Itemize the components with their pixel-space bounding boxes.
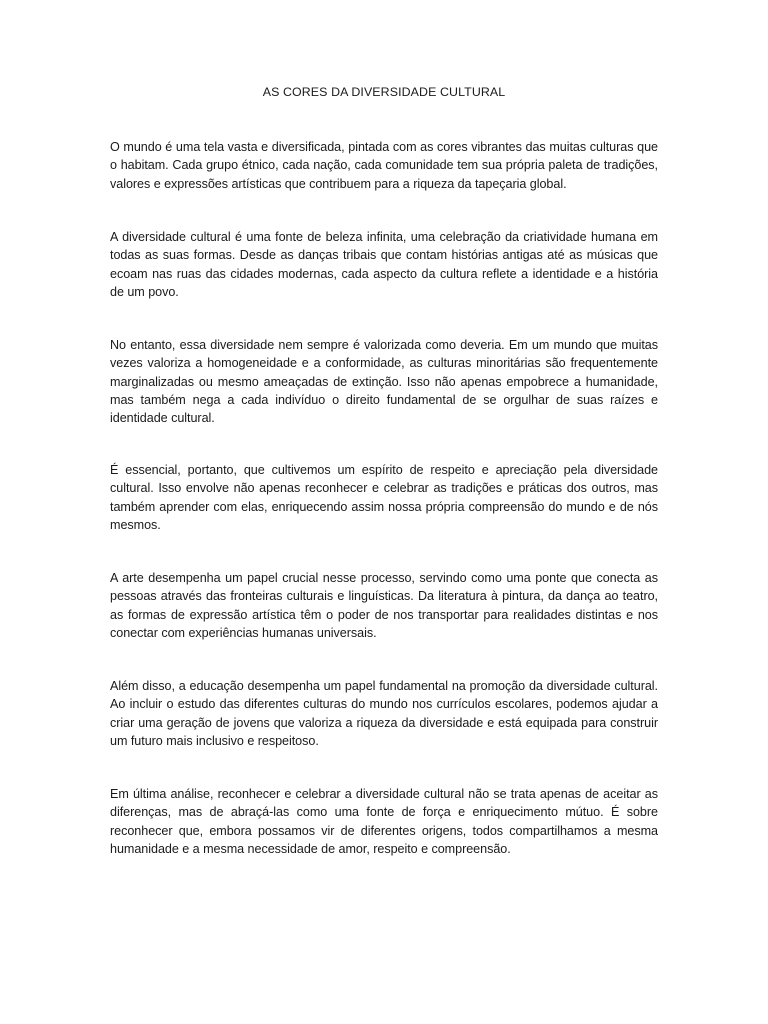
paragraph-2: A diversidade cultural é uma fonte de beleza infinita, uma celebração da criatividade humana em todas as suas formas. Desde as danças tribais que contam histórias antigas até as músicas que ecoam nas ruas das cidades modernas, cada aspecto da cultura reflete a identidade e a história de um povo. xyxy=(110,230,658,299)
paragraph-7: Em última análise, reconhecer e celebrar a diversidade cultural não se trata apenas de aceitar as diferenças, mas de abraçá-las como uma fonte de força e enriquecimento mútuo. É sobre reconhecer que, embora possamos vir de diferentes origens, todos compartilhamos a mesma humanidade e a mesma necessidade de amor, respeito e compreensão. xyxy=(110,787,658,856)
paragraph-5: A arte desempenha um papel crucial nesse processo, servindo como uma ponte que conecta as pessoas através das fronteiras culturais e linguísticas. Da literatura à pintura, da dança ao teatro, as formas de expressão artística têm o poder de nos transportar para realidades distintas e nos conectar com experiências humanas universais. xyxy=(110,571,658,640)
paragraph-4: É essencial, portanto, que cultivemos um espírito de respeito e apreciação pela diversidade cultural. Isso envolve não apenas reconhecer e celebrar as tradições e práticas dos outros, mas também aprender com elas, enriquecendo assim nossa própria compreensão do mundo e de nós mesmos. xyxy=(110,463,658,532)
document-title: AS CORES DA DIVERSIDADE CULTURAL xyxy=(262,85,506,99)
paragraph-1: O mundo é uma tela vasta e diversificada, pintada com as cores vibrantes das muitas culturas que o habitam. Cada grupo étnico, cada nação, cada comunidade tem sua própria paleta de tradições, valores e expressões artísticas que contribuem para a riqueza da tapeçaria global. xyxy=(110,140,658,191)
paragraph-3: No entanto, essa diversidade nem sempre é valorizada como deveria. Em um mundo que muitas vezes valoriza a homogeneidade e a conformidade, as culturas minoritárias são frequentemente marginalizadas ou mesmo ameaçadas de extinção. Isso não apenas empobrece a humanidade, mas também nega a cada indivíduo o direito fundamental de se orgulhar de suas raízes e identidade cultural. xyxy=(110,338,658,426)
paragraph-6: Além disso, a educação desempenha um papel fundamental na promoção da diversidade cultural. Ao incluir o estudo das diferentes culturas do mundo nos currículos escolares, podemos ajudar a criar uma geração de jovens que valoriza a riqueza da diversidade e está equipada para construir um futuro mais inclusivo e respeitoso. xyxy=(110,679,658,748)
